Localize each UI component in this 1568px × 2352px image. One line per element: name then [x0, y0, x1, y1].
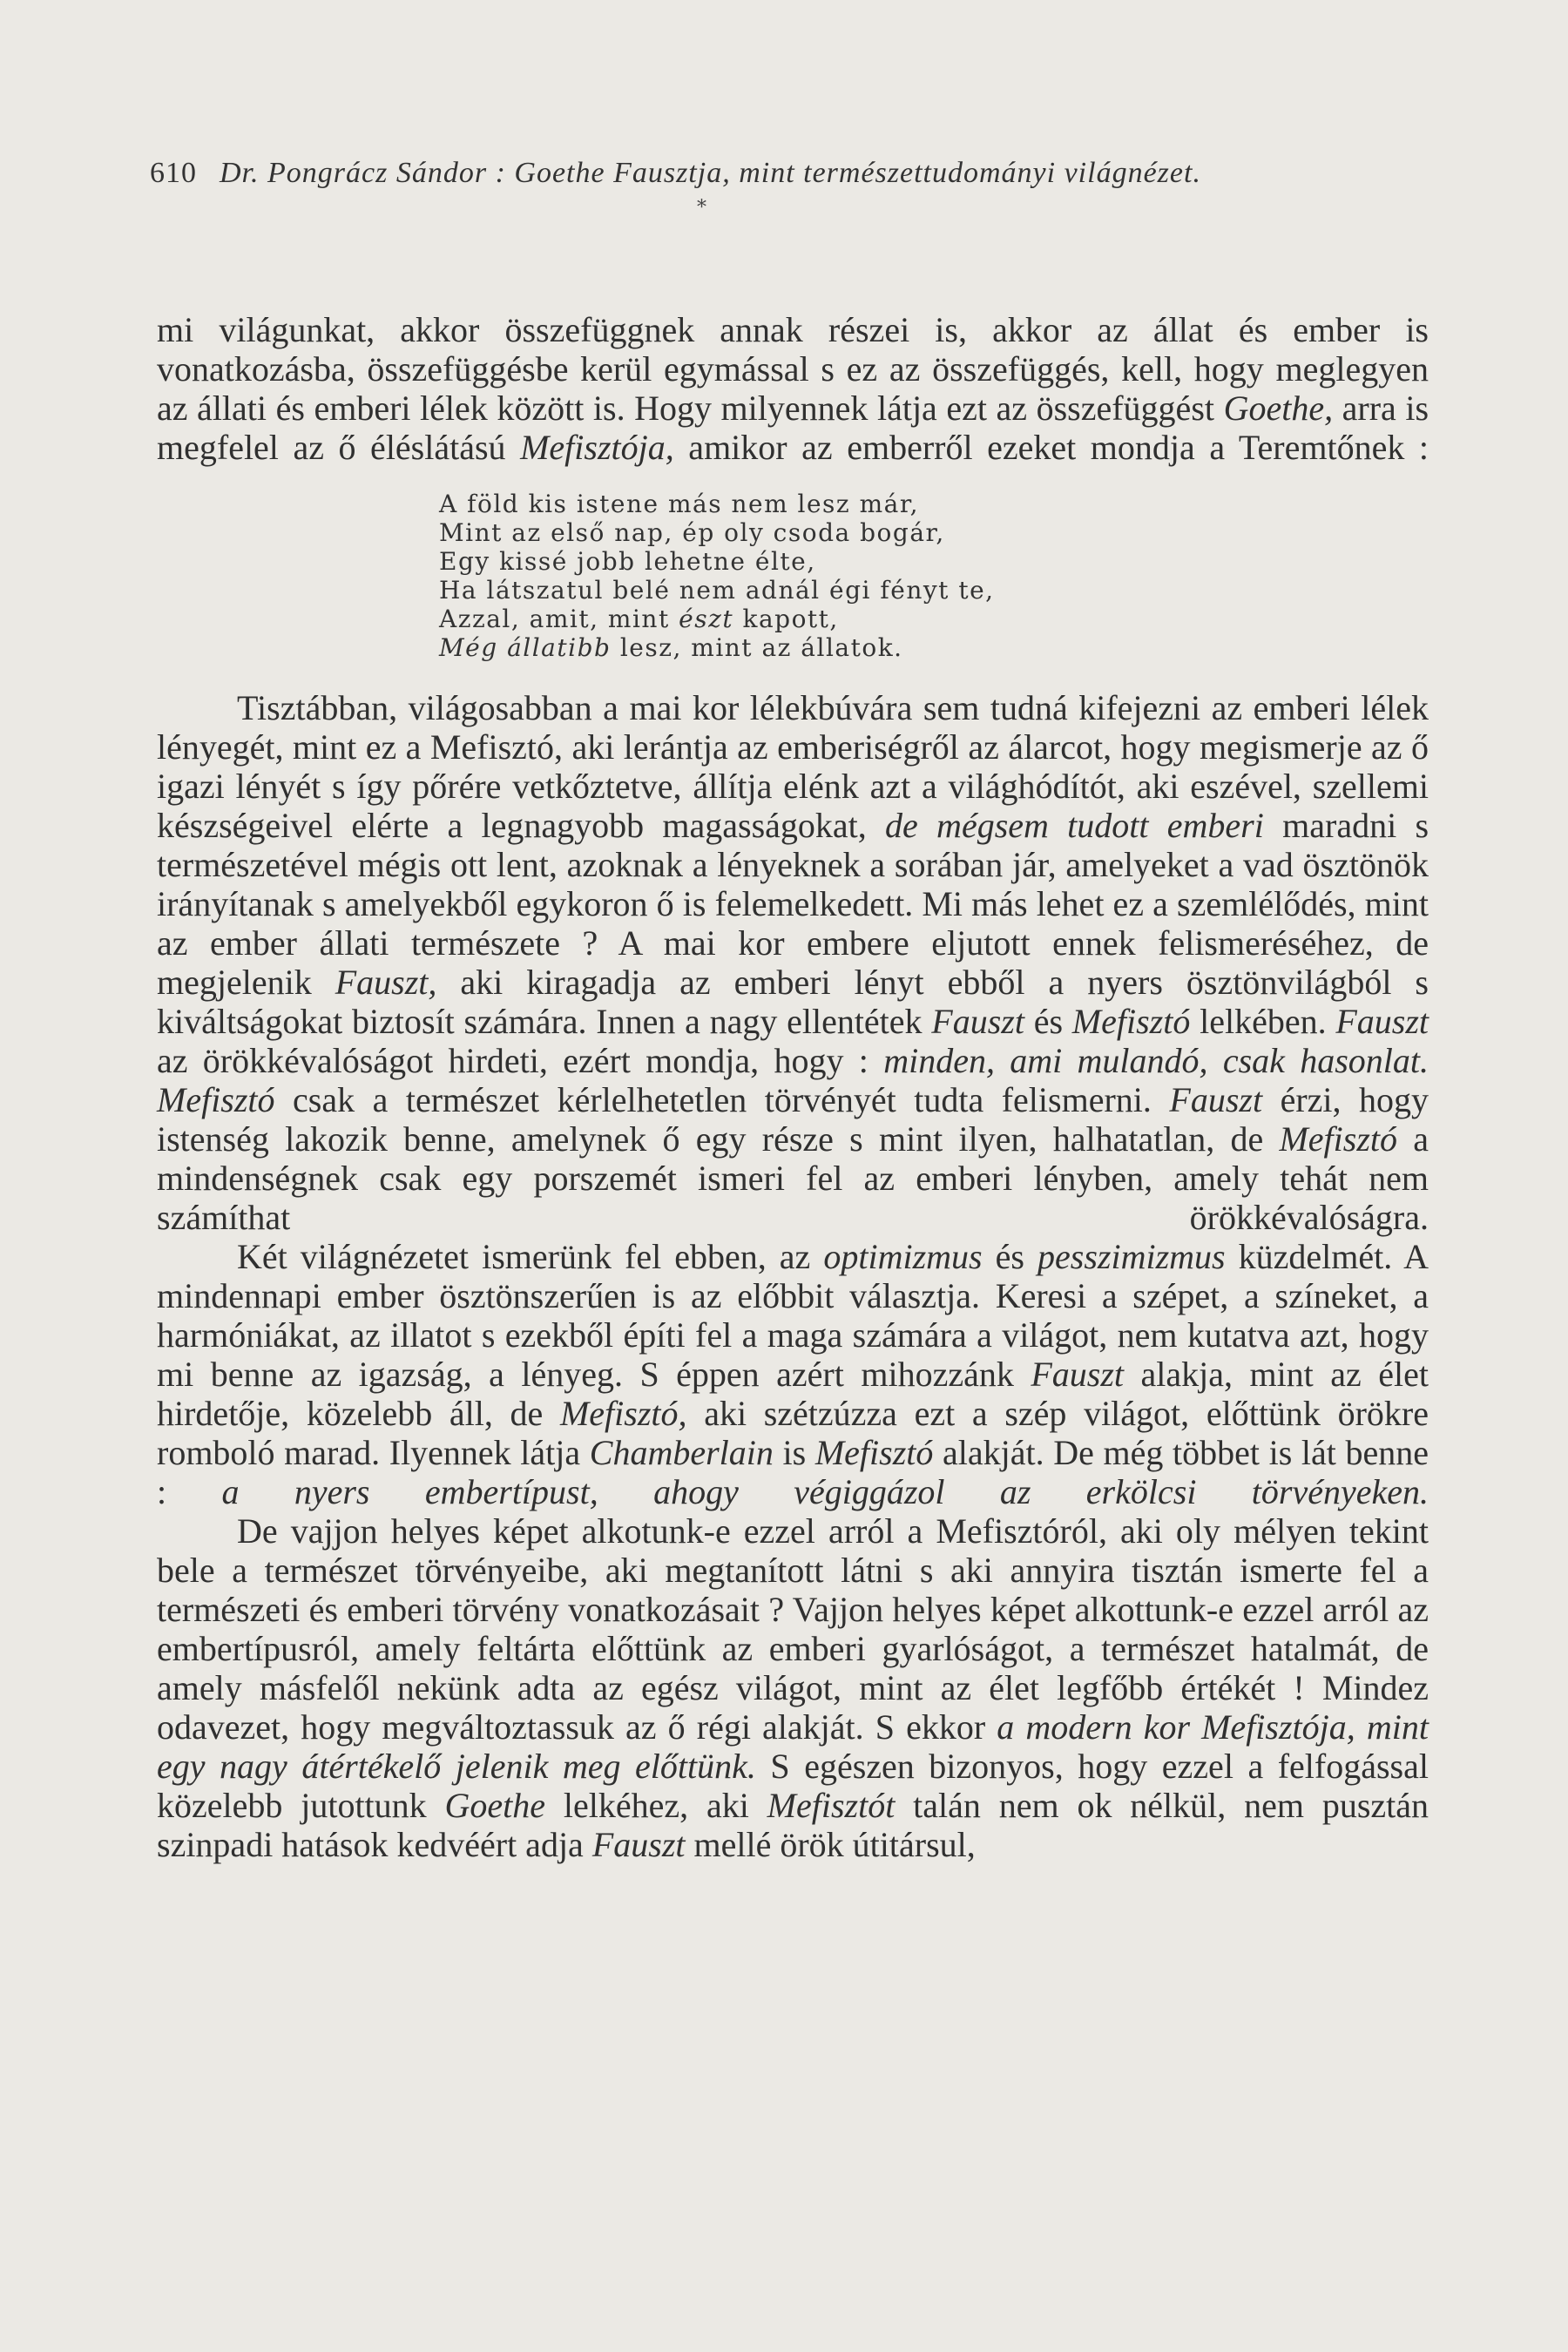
running-title: Dr. Pongrácz Sándor : Goethe Fausztja, mint természettudományi világnézet. — [220, 157, 1201, 189]
italic-run: Még állatibb — [439, 633, 612, 662]
italic-run: optimizmus — [823, 1237, 983, 1276]
verse-line: A föld kis istene más nem lesz már, — [439, 490, 920, 518]
text-run: alakját. De még többet is lát benne : — [157, 1433, 1429, 1511]
italic-run: a modern kor Mefisztója, mint egy nagy átértékelő jelenik meg előttünk. — [157, 1707, 1429, 1786]
paragraph-3 — [157, 1237, 1429, 1511]
italic-run: pesszimizmus — [1037, 1237, 1226, 1276]
italic-run: Mefisztó — [814, 1433, 934, 1472]
text-run: talán nem ok nélkül, nem pusztán szinpadi hatások kedvéért adja — [157, 1786, 1429, 1864]
paragraph-4 — [157, 1511, 1429, 1864]
italic-run: Fauszt — [931, 1002, 1024, 1041]
text-run: is — [773, 1433, 815, 1472]
text-run: maradni s természetével mégis ott lent, azoknak a lényeknek a sorában jár, amelyeket a vad ösztönök irányítanak s amelyekből egykoron ő is felemelkedett. Mi más lehet ez a szemlélődés, mint az ember állati természete ? A mai kor embere eljutott ennek felismeréséhez, de megjelenik — [157, 806, 1429, 1002]
verse-line: Mint az első nap, ép oly csoda bogár, — [439, 518, 945, 547]
italic-run: Goethe — [444, 1786, 546, 1825]
italic-run: észt — [679, 605, 734, 633]
italic-run: Mefisztó, — [559, 1394, 687, 1433]
italic-run: Fauszt — [1169, 1080, 1263, 1119]
text-run: arra is megfelel az ő éléslátású — [157, 389, 1429, 467]
verse-line: Ha látszatul belé nem adnál égi fényt te, — [439, 576, 995, 605]
text-run: aki kiragadja az emberi lényt ebből a nyers ösztönvilágból s kiváltságokat biztosít számára. Innen a nagy ellentétek — [157, 963, 1429, 1041]
text-run: az örökkévalóságot hirdeti, ezért mondja, hogy : — [157, 1041, 884, 1080]
text-run: Tisztábban, világosabban a mai kor lélekbúvára sem tudná kifejezni az emberi lélek lényegét, mint ez a Mefisztó, aki lerántja az emberiségről az álarcot, hogy megismerje az ő igazi lényét s így pőrére vetkőztetve, állítja elénk azt a világhódítót, aki eszével, szellemi készségeivel elérte a legnagyobb magasságokat, — [157, 688, 1429, 845]
italic-run: Mefisztót — [767, 1786, 896, 1825]
text-run: lelkében. — [1190, 1002, 1336, 1041]
text-run: lesz, mint az állatok. — [611, 633, 903, 662]
text-run: mellé örök útitársul, — [685, 1825, 976, 1864]
text-run: lelkéhez, aki — [545, 1786, 767, 1825]
text-run: kapott, — [733, 605, 839, 633]
stray-mark: * — [697, 197, 706, 219]
italic-run: Fauszt — [591, 1825, 686, 1864]
italic-run: Goethe, — [1223, 389, 1334, 428]
text-run: csak a természet kérlelhetetlen törvényét tudta felismerni. — [274, 1080, 1170, 1119]
text-run: küzdelmét. A mindennapi ember ösztönszerűen is az előbbit választja. Keresi a szépet, a színeket, a harmóniákat, az illatot s ezekből építi fel a maga számára a világot, nem kutatva azt, hogy mi benne az igazság, a lényeg. S éppen azért mihozzánk — [157, 1237, 1429, 1394]
text-run: a mindenségnek csak egy porszemét ismeri fel az emberi lényben, amely tehát nem számíthat örökkévalóságra. — [157, 1119, 1429, 1237]
running-head — [150, 157, 1201, 190]
text-run: aki szétzúzza ezt a szép világot, előttünk örökre romboló marad. Ilyennek látja — [157, 1394, 1429, 1472]
italic-run: Mefisztó — [1279, 1119, 1397, 1159]
page-number: 610 — [150, 157, 197, 189]
text-run: De vajjon helyes képet alkotunk-e ezzel arról a Mefisztóról, aki oly mélyen tekint bele a természet törvényeibe, aki megtanított látni s aki annyira tisztán ismerte fel a természeti és emberi törvény vonatkozásait ? Vajjon helyes képet alkottunk-e ezzel arról az embertípusról, amely feltárta előttünk az emberi gyarlóságot, a természet hatalmát, de amely másfelől nekünk adta az egész világot, mint az élet legfőbb értékét ! Mindez odavezet, hogy megváltoztassuk az ő régi alakját. S ekkor — [157, 1511, 1429, 1747]
body-text — [157, 310, 1429, 1864]
verse-quote — [439, 490, 1429, 662]
text-run: és — [982, 1237, 1038, 1276]
verse-line — [439, 605, 1429, 633]
italic-run: minden, ami mulandó, csak hasonlat. Mefisztó — [157, 1041, 1429, 1119]
italic-run: Chamberlain — [589, 1433, 774, 1472]
italic-run: Mefisztó — [1071, 1002, 1191, 1041]
text-run: S egészen bizonyos, hogy ezzel a felfogással közelebb jutottunk — [157, 1747, 1429, 1825]
paragraph-1 — [157, 310, 1429, 467]
verse-line: Egy kissé jobb lehetne élte, — [439, 547, 816, 576]
verse-line — [439, 633, 1429, 662]
italic-run: Fauszt, — [335, 963, 437, 1002]
italic-run: Fauszt — [1031, 1355, 1124, 1394]
italic-run: Mefisztója, — [520, 428, 674, 467]
italic-run: de mégsem tudott emberi — [885, 806, 1264, 845]
text-run: mi világunkat, akkor összefüggnek annak részei is, akkor az állat és ember is vonatkozásba, összefüggésbe kerül egymással s ez az összefüggés, kell, hogy meglegyen az állati és emberi lélek között is. Hogy milyennek látja ezt az összefüggést — [157, 310, 1429, 428]
text-run: amikor az emberről ezeket mondja a Teremtőnek : — [673, 428, 1429, 467]
text-run: és — [1024, 1002, 1072, 1041]
italic-run: Fauszt — [1335, 1002, 1429, 1041]
paragraph-2 — [157, 688, 1429, 1237]
text-run: érzi, hogy istenség lakozik benne, amelynek ő egy része s mint ilyen, halhatatlan, de — [157, 1080, 1429, 1159]
text-run: alakja, mint az élet hirdetője, közelebb áll, de — [157, 1355, 1429, 1433]
text-run: Két világnézetet ismerünk fel ebben, az — [237, 1237, 824, 1276]
text-run: Azzal, amit, mint — [439, 605, 679, 633]
italic-run: a nyers embertípust, ahogy végiggázol az erkölcsi törvényeken. — [221, 1472, 1429, 1511]
